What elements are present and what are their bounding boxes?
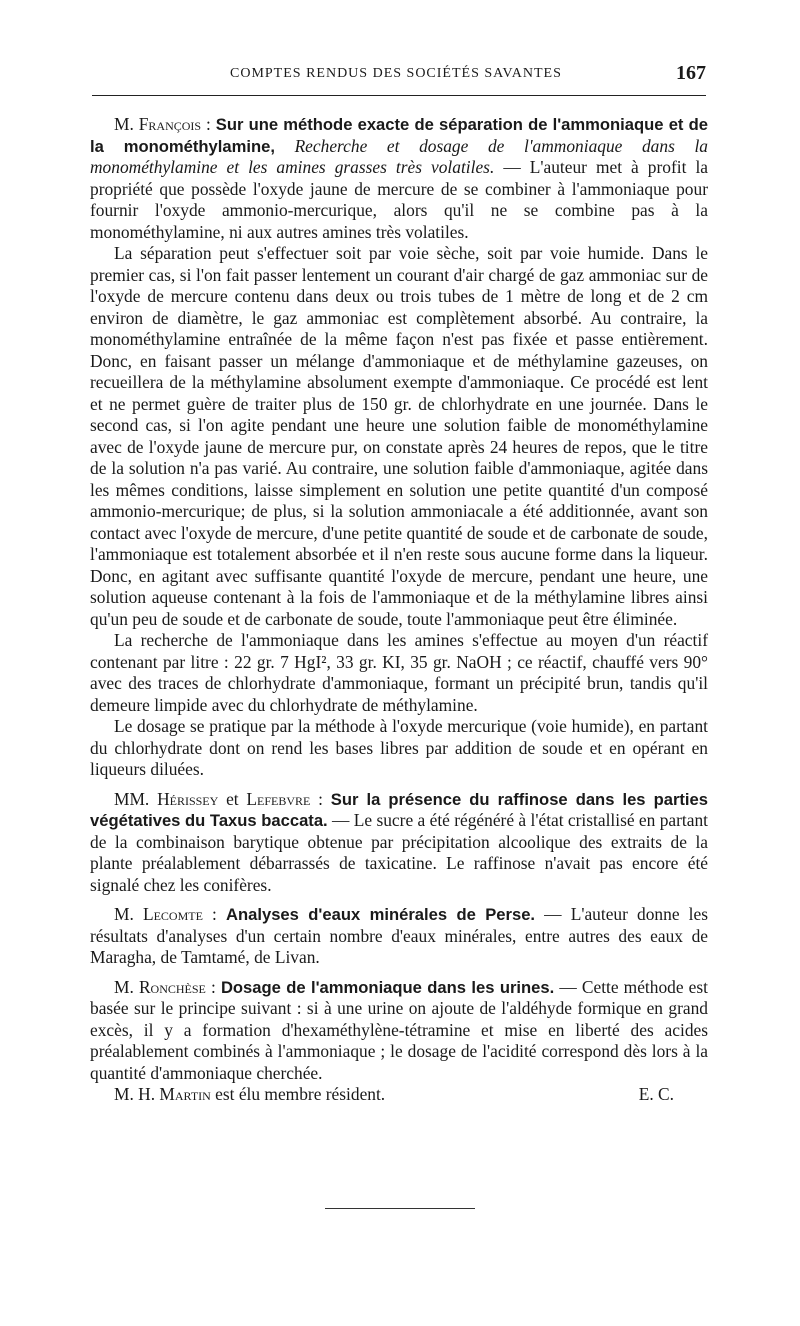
separator: : — [310, 788, 331, 809]
article-body — [90, 114, 708, 1114]
author-conjunction: et — [218, 788, 247, 809]
entry-francois — [90, 114, 708, 781]
entry-paragraph: Le dosage se pratique par la méthode à l'oxyde mercurique (voie humide), en partant du chlorhydrate dont on rend les bases libres par addition de soude et en opérant en liqueurs diluées. — [90, 716, 708, 779]
entry-title: Sur une méthode exacte de séparation de l'ammoniaque et de la monométhylamine, — [90, 115, 708, 156]
separator: : — [205, 976, 221, 997]
entry-paragraph: La recherche de l'ammoniaque dans les amines s'effectue au moyen d'un réactif contenant par litre : 22 gr. 7 HgI², 33 gr. KI, 35 gr. NaOH ; ce réactif, chauffé vers 90° avec des traces de chlorhydrate d'ammoniaque, formant un précipité brun, tandis qu'il demeure limpide avec du chlorhydrate de méthylamine. — [90, 630, 708, 715]
entry-paragraph — [90, 977, 708, 1085]
entry-prefix: MM. — [114, 788, 158, 809]
running-title: COMPTES RENDUS DES SOCIÉTÉS SAVANTES — [230, 66, 562, 81]
end-rule — [325, 1208, 475, 1209]
running-header — [92, 62, 706, 90]
entry-prefix: M. — [114, 976, 139, 997]
entry-title: Sur la présence du raffinose dans les parties végétatives du Taxus baccata. — [90, 789, 708, 830]
separator: : — [202, 904, 227, 924]
signature-initials: E. C. — [638, 1084, 674, 1104]
entry-prefix: M. — [114, 904, 143, 924]
entry-paragraph — [90, 114, 708, 243]
closing-prefix: M. H. — [114, 1084, 160, 1104]
entry-text: — L'auteur donne les résultats d'analyses d'un certain nombre d'eaux minérales, entre autres des eaux de Maragha, de Tamtamé, de Livan. — [90, 904, 708, 967]
separator: : — [201, 114, 216, 134]
entry-paragraph: La séparation peut s'effectuer soit par voie sèche, soit par voie humide. Dans le premier cas, si l'on fait passer lentement un courant d'air chargé de gaz ammoniac sur de l'oxyde de mercure contenu dans deux ou trois tubes de 1 mètre de long et de 2 cm environ de diamètre, le gaz ammoniac est complètement absorbé. Au contraire, la monométhylamine entraînée de la même façon n'est pas fixée et passe entièrement. Donc, en faisant passer un mélange d'ammoniaque et de méthylamine gazeuses, on recueillera de la méthylamine absolument exempte d'ammoniaque. Ce procédé est lent et ne permet guère de traiter plus de 150 gr. de chlorhydrate en une journée. Dans le second cas, si l'on agite pendant une heure une solution faible de monométhylamine avec de l'oxyde jaune de mercure pur, on constate après 24 heures de repos, que le titre de la solution n'a pas varié. Au contraire, une solution faible d'ammoniaque, agitée dans les mêmes conditions, laisse simplement en solution une petite quantité d'un composé ammonio-mercurique; de plus, si la solution ammoniacale a été additionnée, avant son contact avec l'oxyde de mercure, d'une petite quantité de soude et de carbonate de soude, l'ammoniaque est totalement absorbée et il n'en reste sous aucune forme dans la liqueur. Donc, en agitant avec suffisante quantité l'oxyde de mercure, pendant une heure, une solution aqueuse contenant à la fois de l'ammoniaque et de la méthylamine libres ainsi qu'un peu de soude et de carbonate de soude, toute l'ammoniaque peut être éliminée. — [90, 243, 708, 629]
entry-herissey-lefebvre — [90, 789, 708, 897]
entry-lecomte — [90, 904, 708, 969]
entry-paragraph — [90, 789, 708, 897]
author-name: Hérissey — [157, 788, 219, 809]
entry-text: — Le sucre a été régénéré à l'état cristallisé en partant de la combinaison barytique obtenue par précipitation alcoolique des extraits de la plante préalablement débarrassés de taxicatine. Le raffinose n'avait pas encore été signalé chez les conifères. — [90, 810, 708, 895]
page-number: 167 — [676, 62, 706, 84]
entry-title: Dosage de l'ammoniaque dans les urines. — [220, 977, 555, 997]
closing-line — [90, 1084, 708, 1106]
header-rule — [92, 95, 706, 96]
author-name: Ronchèse — [138, 976, 206, 997]
entry-text: — Cette méthode est basée sur le principe suivant : si à une urine on ajoute de l'aldéhyde formique en grand excès, il y a formation d'hexaméthylène-tétramine et mise en liberté des acides préalablement combinés à l'ammoniaque ; le dosage de l'acidité correspond dès lors à la quantité d'ammoniaque cherchée. — [90, 976, 708, 1083]
member-name: Martin — [159, 1084, 211, 1104]
entry-prefix: M. — [114, 114, 139, 134]
closing-text: est élu membre résident. — [210, 1084, 386, 1104]
entry-paragraph — [90, 904, 708, 969]
closing-statement — [114, 1084, 385, 1106]
author-name: Lecomte — [142, 904, 203, 924]
entry-text: — L'auteur met à profit la propriété que possède l'oxyde jaune de mercure de se combiner à l'ammoniaque pour fournir l'oxyde ammonio-mercurique, alors qu'il ne se combine pas à la monométhylamine, ni aux autres amines très volatiles. — [90, 157, 708, 242]
author-name: Lefebvre — [246, 788, 311, 809]
author-name: François — [138, 114, 202, 134]
entry-subtitle: Recherche et dosage de l'ammoniaque dans la monométhylamine et les amines grasses très volatiles. — [90, 135, 708, 177]
entry-ronchese — [90, 977, 708, 1106]
entry-title: Analyses d'eaux minérales de Perse. — [226, 905, 536, 924]
